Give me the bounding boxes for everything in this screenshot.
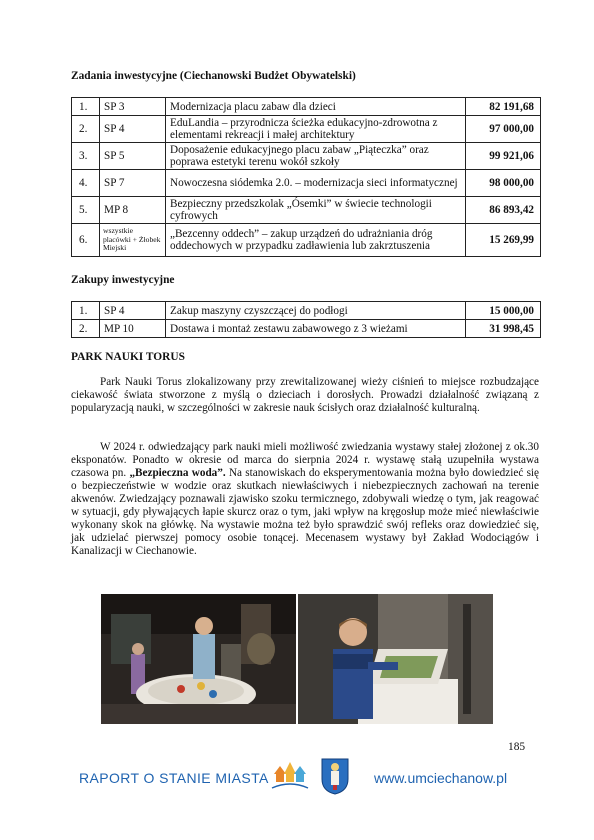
row-amount: 15 269,99 — [466, 224, 541, 257]
row-unit: wszystkie placówki + Żłobek Miejski — [100, 224, 166, 257]
row-unit: MP 10 — [100, 320, 166, 338]
table-row — [72, 224, 541, 257]
park-paragraph-1: Park Nauki Torus zlokalizowany przy zrewitalizowanej wieży ciśnień to miejsce rozbudzające ciekawość świata stworzone z myślą o dzieciach i dorosłych. Prowadzi działalność związaną z popularyzacją nauki, w szczególności w zakresie nauk ścisłych oraz działalność kulturalną. — [71, 376, 539, 414]
row-amount: 98 000,00 — [466, 170, 541, 197]
row-description: Doposażenie edukacyjnego placu zabaw „Piąteczka” oraz poprawa estetyki terenu wokół szkoły — [166, 143, 466, 170]
park-paragraph-2: W 2024 r. odwiedzający park nauki mieli możliwość zwiedzania wystawy stałej złożonej z ok.30 eksponatów. Ponadto w okresie od marca do sierpnia 2024 r. wystawę stałą uzupełniła wystawa czasowa pn. „Bezpieczna woda”. Na stanowiskach do eksperymentowania można było dowiedzieć się o bezpieczeństwie w wodzie oraz skutkach niewłaściwych i niebezpiecznych zachowań na terenie akwenów. Zwiedzający poznawali zjawisko szoku termicznego, zdobywali wiedzę o tym, jak reagować w sytuacji, gdy pływających łapie skurcz oraz o tym, jaki wpływ na kręgosłup może mieć niewłaściwie wykonany skok na główkę. Na wystawie można też było sprawdzić swój refleks oraz dowiedzieć się, jak udzielać pierwszej pomocy osobie tonącej. Mecenasem wystawy był Zakład Wodociągów i Kanalizacji w Ciechanowie. — [71, 441, 539, 557]
exhibition-photo-right — [298, 594, 493, 724]
table-row — [72, 143, 541, 170]
row-unit: SP 5 — [100, 143, 166, 170]
row-number: 2. — [72, 116, 100, 143]
table-row — [72, 320, 541, 338]
row-number: 2. — [72, 320, 100, 338]
city-logo — [270, 760, 310, 792]
row-amount: 15 000,00 — [466, 302, 541, 320]
purchases-heading: Zakupy inwestycyjne — [71, 274, 175, 286]
city-coat-of-arms — [320, 757, 350, 795]
park-heading: PARK NAUKI TORUS — [71, 351, 185, 363]
row-description: „Bezcenny oddech” – zakup urządzeń do udrażniania dróg oddechowych w przypadku zadławienia lub zakrztuszenia — [166, 224, 466, 257]
row-amount: 31 998,45 — [466, 320, 541, 338]
report-title: RAPORT O STANIE MIASTA — [79, 770, 269, 786]
row-description: Nowoczesna siódemka 2.0. – modernizacja sieci informatycznej — [166, 170, 466, 197]
row-number: 4. — [72, 170, 100, 197]
row-unit: SP 4 — [100, 116, 166, 143]
investment-tasks-heading: Zadania inwestycyjne (Ciechanowski Budżet Obywatelski) — [71, 70, 356, 82]
row-number: 6. — [72, 224, 100, 257]
row-number: 3. — [72, 143, 100, 170]
row-description: Zakup maszyny czyszczącej do podłogi — [166, 302, 466, 320]
row-description: Bezpieczny przedszkolak „Ósemki” w świecie technologii cyfrowych — [166, 197, 466, 224]
row-amount: 82 191,68 — [466, 98, 541, 116]
investment-tasks-table — [71, 97, 541, 257]
table-row — [72, 170, 541, 197]
website-url: www.umciechanow.pl — [374, 770, 508, 786]
row-unit: SP 7 — [100, 170, 166, 197]
row-description: Dostawa i montaż zestawu zabawowego z 3 wieżami — [166, 320, 466, 338]
row-number: 1. — [72, 98, 100, 116]
page-number: 185 — [508, 741, 526, 753]
row-description: Modernizacja placu zabaw dla dzieci — [166, 98, 466, 116]
table-row — [72, 197, 541, 224]
row-amount: 86 893,42 — [466, 197, 541, 224]
photo-strip — [101, 594, 493, 724]
row-amount: 97 000,00 — [466, 116, 541, 143]
table-row — [72, 116, 541, 143]
purchases-table — [71, 301, 541, 338]
row-number: 1. — [72, 302, 100, 320]
row-unit: SP 4 — [100, 302, 166, 320]
table-row — [72, 98, 541, 116]
row-amount: 99 921,06 — [466, 143, 541, 170]
row-description: EduLandia – przyrodnicza ścieżka edukacyjno-zdrowotna z elementami rekreacji i małej architektury — [166, 116, 466, 143]
row-number: 5. — [72, 197, 100, 224]
row-unit: SP 3 — [100, 98, 166, 116]
row-unit: MP 8 — [100, 197, 166, 224]
table-row — [72, 302, 541, 320]
exhibition-photo-left — [101, 594, 296, 724]
